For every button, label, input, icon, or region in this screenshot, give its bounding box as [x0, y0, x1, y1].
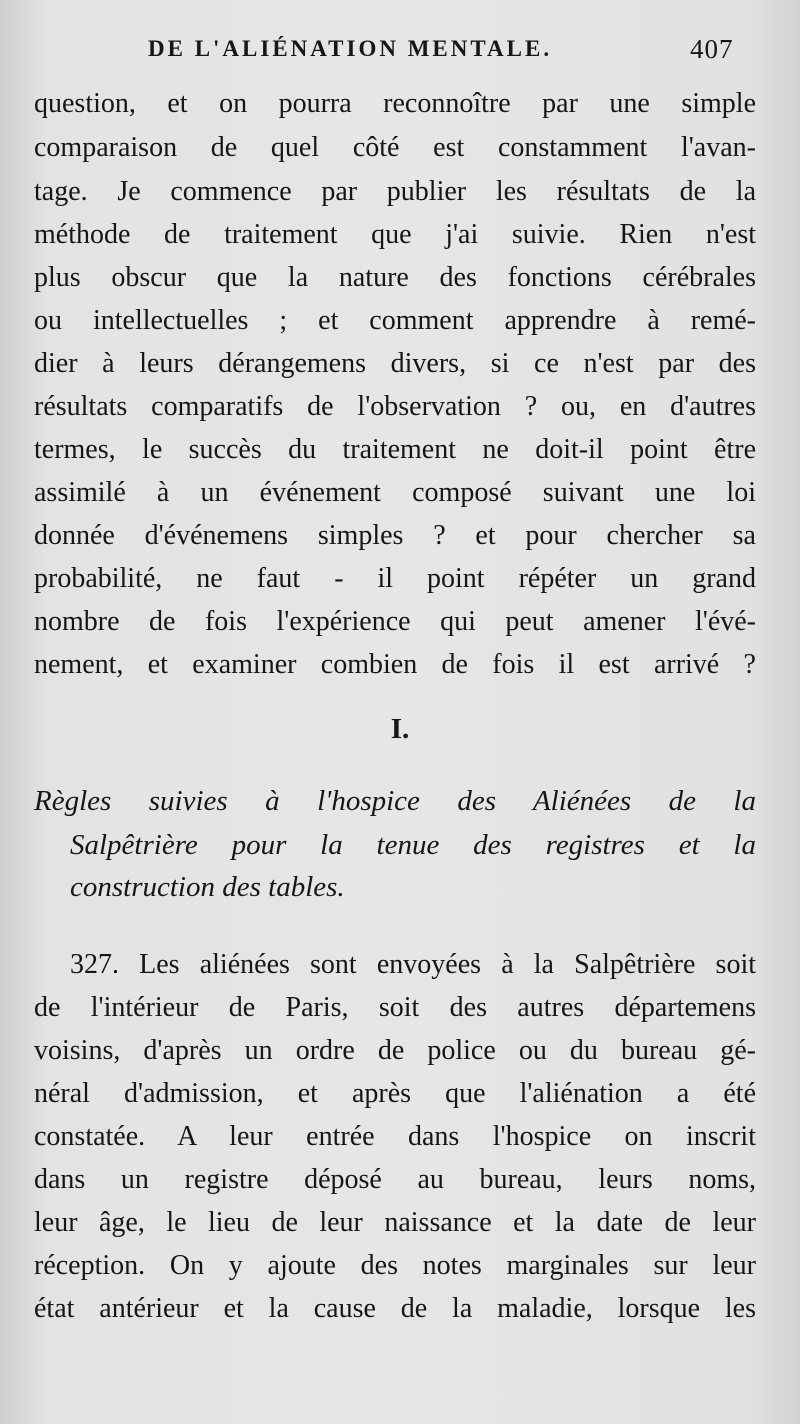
text-line: néral d'admission, et après que l'aliénation a été — [34, 1078, 756, 1109]
text-line: constatée. A leur entrée dans l'hospice on inscrit — [34, 1121, 756, 1152]
text-line: donnée d'événemens simples ? et pour chercher sa — [34, 520, 756, 551]
text-line: nement, et examiner combien de fois il est arrivé ? — [34, 649, 756, 680]
text-line: 327. Les aliénées sont envoyées à la Salpêtrière soit — [70, 949, 756, 980]
text-line: plus obscur que la nature des fonctions cérébrales — [34, 262, 756, 293]
text-line: état antérieur et la cause de la maladie, lorsque les — [34, 1293, 756, 1324]
text-line: comparaison de quel côté est constamment l'avan- — [34, 132, 756, 163]
text-line: nombre de fois l'expérience qui peut amener l'évé- — [34, 606, 756, 637]
text-line: méthode de traitement que j'ai suivie. Rien n'est — [34, 219, 756, 250]
text-line: leur âge, le lieu de leur naissance et la date de leur — [34, 1207, 756, 1238]
page-header — [0, 28, 800, 68]
text-line: ou intellectuelles ; et comment apprendre à remé- — [34, 305, 756, 336]
text-line: dans un registre déposé au bureau, leurs noms, — [34, 1164, 756, 1195]
text-line: voisins, d'après un ordre de police ou du bureau gé- — [34, 1035, 756, 1066]
text-line: question, et on pourra reconnoître par une simple — [34, 88, 756, 119]
running-title: DE L'ALIÉNATION MENTALE. — [148, 36, 553, 61]
text-line: dier à leurs dérangemens divers, si ce n'est par des — [34, 348, 756, 379]
text-line: de l'intérieur de Paris, soit des autres départemens — [34, 992, 756, 1023]
text-line: probabilité, ne faut - il point répéter un grand — [34, 563, 756, 594]
text-line: termes, le succès du traitement ne doit-il point être — [34, 434, 756, 465]
heading-line: Règles suivies à l'hospice des Aliénées de la — [34, 785, 756, 817]
text-line: résultats comparatifs de l'observation ? ou, en d'autres — [34, 391, 756, 422]
text-line: réception. On y ajoute des notes marginales sur leur — [34, 1250, 756, 1281]
heading-line: construction des tables. — [70, 871, 345, 903]
text-line: tage. Je commence par publier les résultats de la — [34, 176, 756, 207]
section-number: I. — [390, 713, 410, 745]
heading-line: Salpêtrière pour la tenue des registres et la — [70, 829, 756, 861]
text-line: assimilé à un événement composé suivant une loi — [34, 477, 756, 508]
page-number: 407 — [690, 34, 734, 64]
